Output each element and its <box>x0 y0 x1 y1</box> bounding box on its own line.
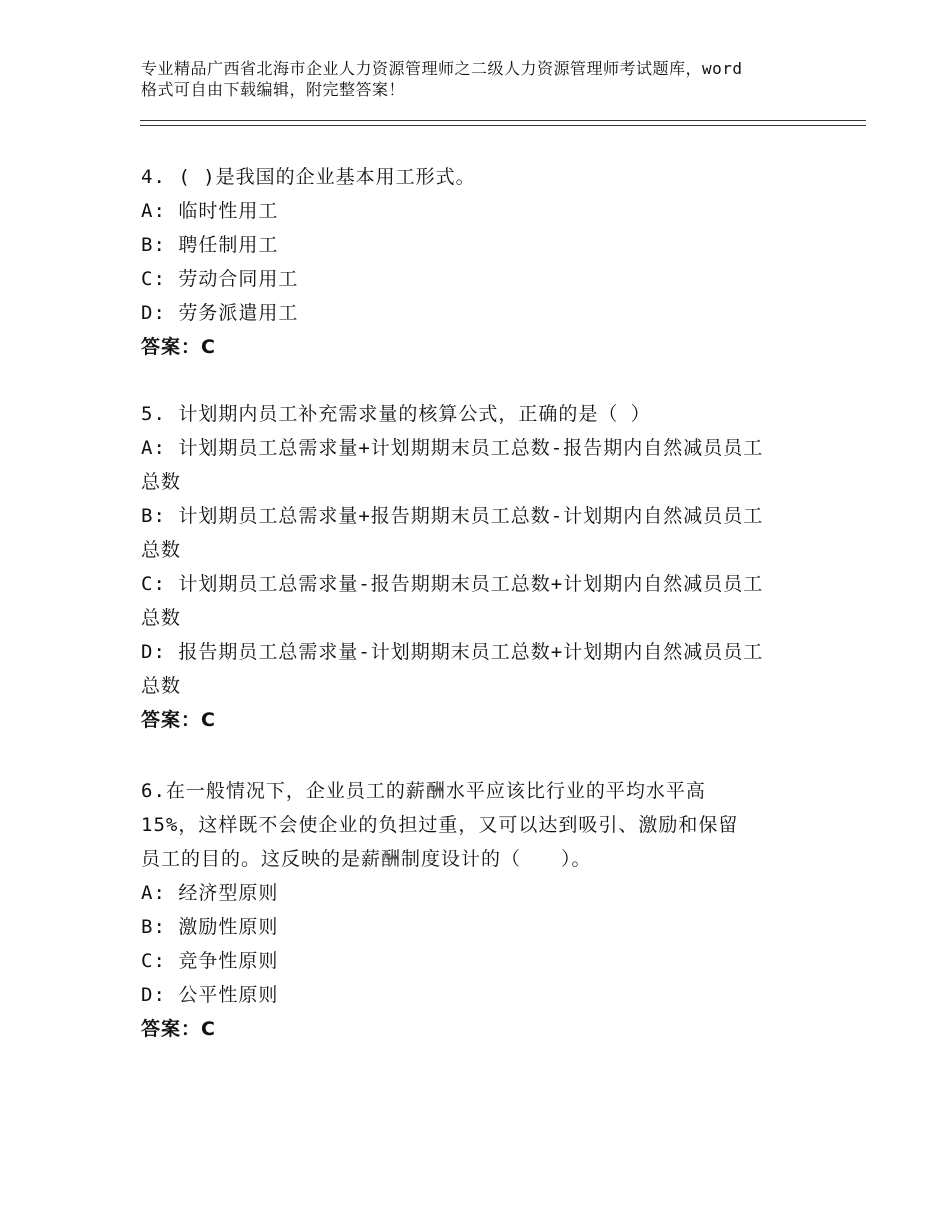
option-a-line1: A: 计划期员工总需求量+计划期期末员工总数-报告期内自然减员员工 <box>141 437 764 459</box>
question-6 <box>141 774 821 1046</box>
option-d-line1: D: 报告期员工总需求量-计划期期末员工总数+计划期内自然减员员工 <box>141 641 764 663</box>
question-4 <box>141 160 821 364</box>
answer: 答案：C <box>141 336 216 358</box>
question-5 <box>141 397 821 737</box>
option-d: D: 公平性原则 <box>141 984 279 1006</box>
option-a-line2: 总数 <box>141 471 182 493</box>
question-stem: 4. ( )是我国的企业基本用工形式。 <box>141 166 476 188</box>
header-title-line1: 专业精品广西省北海市企业人力资源管理师之二级人力资源管理师考试题库，word <box>141 59 743 78</box>
option-b-line1: B: 计划期员工总需求量+报告期期末员工总数-计划期内自然减员员工 <box>141 505 764 527</box>
option-c: C: 竞争性原则 <box>141 950 279 972</box>
option-b-line2: 总数 <box>141 539 182 561</box>
question-stem-line3: 员工的目的。这反映的是薪酬制度设计的（ ）。 <box>141 848 592 870</box>
question-stem-line2: 15%，这样既不会使企业的负担过重，又可以达到吸引、激励和保留 <box>141 814 739 836</box>
option-c: C: 劳动合同用工 <box>141 268 299 290</box>
option-a: A: 临时性用工 <box>141 200 279 222</box>
option-d-line2: 总数 <box>141 675 182 697</box>
question-stem-line1: 6.在一般情况下，企业员工的薪酬水平应该比行业的平均水平高 <box>141 780 706 802</box>
document-header <box>141 58 841 100</box>
answer: 答案：C <box>141 1018 216 1040</box>
option-b: B: 激励性原则 <box>141 916 279 938</box>
option-d: D: 劳务派遣用工 <box>141 302 299 324</box>
header-title-line2: 格式可自由下载编辑，附完整答案！ <box>141 80 406 99</box>
answer: 答案：C <box>141 709 216 731</box>
header-divider-bottom <box>140 125 866 126</box>
question-stem: 5. 计划期内员工补充需求量的核算公式，正确的是（ ） <box>141 403 651 425</box>
option-c-line2: 总数 <box>141 607 182 629</box>
option-b: B: 聘任制用工 <box>141 234 279 256</box>
header-divider-top <box>140 120 866 121</box>
option-c-line1: C: 计划期员工总需求量-报告期期末员工总数+计划期内自然减员员工 <box>141 573 764 595</box>
option-a: A: 经济型原则 <box>141 882 279 904</box>
